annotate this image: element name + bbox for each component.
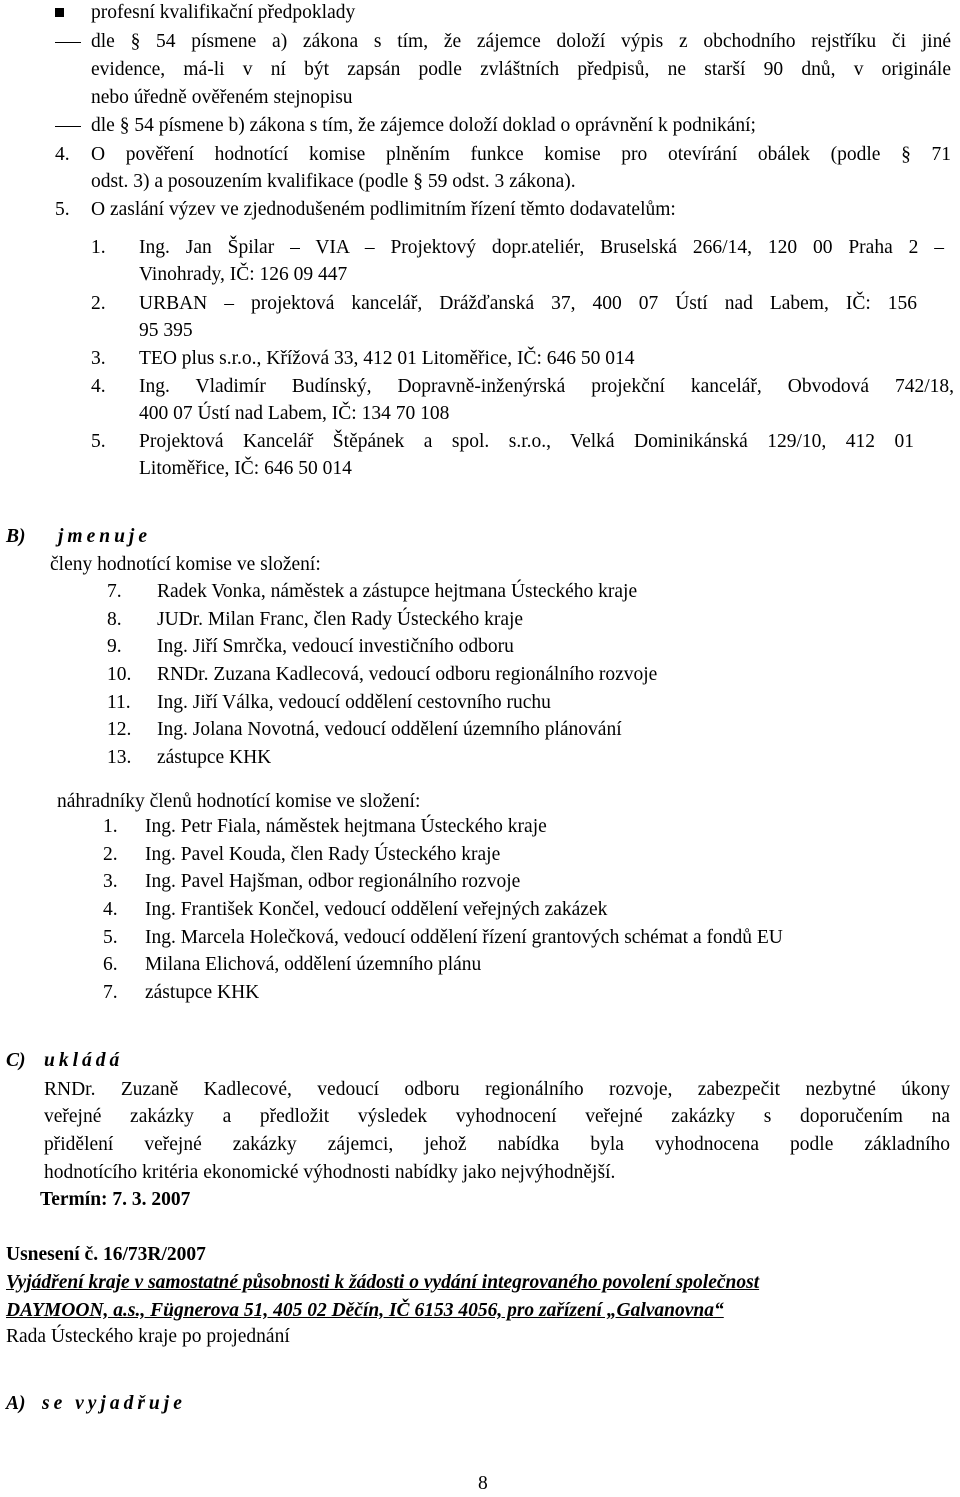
list-item: Ing. Pavel Kouda, člen Rady Ústeckého kraje [145, 844, 501, 865]
section-a-label: A) [6, 1393, 26, 1414]
list-item: Vinohrady, IČ: 126 09 447 [139, 264, 348, 285]
condition-a-line-1: dle § 54 písmene a) zákona s tím, že zájemce doloží výpis z obchodního rejstříku či jiné [91, 31, 951, 52]
bullet-text: profesní kvalifikační předpoklady [91, 2, 356, 23]
list-item: Ing. Jan Špilar – VIA – Projektový dopr.ateliér, Bruselská 266/14, 120 00 Praha 2 – [139, 237, 944, 258]
list-item-number: 4. [103, 899, 118, 920]
list-item: Ing. Pavel Hajšman, odbor regionálního rozvoje [145, 871, 521, 892]
task-line-4: hodnotícího kritéria ekonomické výhodnosti nabídky jako nejvýhodnější. [44, 1162, 616, 1183]
section-c-label: C) [6, 1050, 26, 1071]
list-item: JUDr. Milan Franc, člen Rady Ústeckého kraje [157, 609, 524, 630]
section-b-verb: jmenuje [58, 526, 152, 547]
section-a-verb: se vyjadřuje [42, 1393, 186, 1414]
list-item-number: 2. [91, 293, 106, 314]
list-item: Projektová Kancelář Štěpánek a spol. s.r.o., Velká Dominikánská 129/10, 412 01 [139, 431, 914, 452]
list-item-number: 10. [107, 664, 132, 685]
list-item-number: 11. [107, 692, 131, 713]
resolution-title-line-2: DAYMOON, a.s., Fügnerova 51, 405 02 Děčín, IČ 6153 4056, pro zařízení „Galvanovna“ [6, 1300, 724, 1321]
list-item: Ing. Marcela Holečková, vedoucí oddělení řízení grantových schémat a fondů EU [145, 927, 783, 948]
list-item: Ing. Jiří Smrčka, vedoucí investičního odboru [157, 636, 514, 657]
list-item-number: 3. [91, 348, 106, 369]
list-item-number: 3. [103, 871, 118, 892]
list-item-number: 6. [103, 954, 118, 975]
list-item-number: 12. [107, 719, 132, 740]
list-item-number: 7. [103, 982, 118, 1003]
point-number: 4. [55, 144, 70, 165]
list-item-number: 1. [91, 237, 106, 258]
bullet-marker [55, 8, 64, 17]
task-line-1: RNDr. Zuzaně Kadlecové, vedoucí odboru regionálního rozvoje, zabezpečit nezbytné úkony [44, 1079, 950, 1100]
condition-a-line-2: evidence, má-li v ní být zapsán podle zvláštních předpisů, ne starší 90 dnů, v originále [91, 59, 951, 80]
point-4-line-2: odst. 3) a posouzením kvalifikace (podle § 59 odst. 3 zákona). [91, 171, 576, 192]
dash-marker [55, 126, 81, 127]
list-item: TEO plus s.r.o., Křížová 33, 412 01 Litoměřice, IČ: 646 50 014 [139, 348, 635, 369]
list-item: Ing. Petr Fiala, náměstek hejtmana Ústeckého kraje [145, 816, 547, 837]
list-item: Litoměřice, IČ: 646 50 014 [139, 458, 352, 479]
point-4-line-1: O pověření hodnotící komise plněním funkce komise pro otevírání obálek (podle § 71 [91, 144, 951, 165]
task-line-3: přidělení veřejné zakázky zájemci, jehož nabídka byla vyhodnocena podle základního [44, 1134, 950, 1155]
list-item: URBAN – projektová kancelář, Drážďanská 37, 400 07 Ústí nad Labem, IČ: 156 [139, 293, 917, 314]
list-item-number: 8. [107, 609, 122, 630]
list-item: Ing. Vladimír Budínský, Dopravně-inženýrská projekční kancelář, Obvodová 742/18, [139, 376, 954, 397]
resolution-title-line-1: Vyjádření kraje v samostatné působnosti k žádosti o vydání integrovaného povolení společnost [6, 1272, 760, 1293]
list-item-number: 9. [107, 636, 122, 657]
list-item: Radek Vonka, náměstek a zástupce hejtmana Ústeckého kraje [157, 581, 638, 602]
list-item: zástupce KHK [145, 982, 260, 1003]
list-item-number: 2. [103, 844, 118, 865]
dash-marker [55, 42, 81, 43]
condition-b: dle § 54 písmene b) zákona s tím, že zájemce doloží doklad o oprávnění k podnikání; [91, 115, 756, 136]
section-b-label: B) [6, 526, 26, 547]
resolution-intro: Rada Ústeckého kraje po projednání [6, 1326, 290, 1347]
subs-intro: náhradníky členů hodnotící komise ve složení: [57, 791, 421, 812]
list-item: zástupce KHK [157, 747, 272, 768]
list-item: Ing. Jolana Novotná, vedoucí oddělení územního plánování [157, 719, 622, 740]
deadline: Termín: 7. 3. 2007 [40, 1189, 191, 1210]
resolution-number: Usnesení č. 16/73R/2007 [6, 1244, 206, 1265]
list-item: 400 07 Ústí nad Labem, IČ: 134 70 108 [139, 403, 450, 424]
list-item-number: 5. [103, 927, 118, 948]
list-item-number: 4. [91, 376, 106, 397]
task-line-2: veřejné zakázky a předložit výsledek vyhodnocení veřejné zakázky s doporučením na [44, 1106, 950, 1127]
list-item: RNDr. Zuzana Kadlecová, vedoucí odboru regionálního rozvoje [157, 664, 658, 685]
list-item: 95 395 [139, 320, 193, 341]
list-item-number: 5. [91, 431, 106, 452]
section-c-verb: ukládá [44, 1050, 124, 1071]
list-item: Ing. Jiří Válka, vedoucí oddělení cestovního ruchu [157, 692, 551, 713]
list-item-number: 7. [107, 581, 122, 602]
page-number: 8 [478, 1473, 488, 1494]
point-number: 5. [55, 199, 70, 220]
condition-a-line-3: nebo úředně ověřeném stejnopisu [91, 87, 353, 108]
list-item: Milana Elichová, oddělení územního plánu [145, 954, 482, 975]
list-item-number: 1. [103, 816, 118, 837]
point-5-text: O zaslání výzev ve zjednodušeném podlimitním řízení těmto dodavatelům: [91, 199, 676, 220]
list-item-number: 13. [107, 747, 132, 768]
list-item: Ing. František Končel, vedoucí oddělení veřejných zakázek [145, 899, 608, 920]
members-intro: členy hodnotící komise ve složení: [50, 554, 321, 575]
